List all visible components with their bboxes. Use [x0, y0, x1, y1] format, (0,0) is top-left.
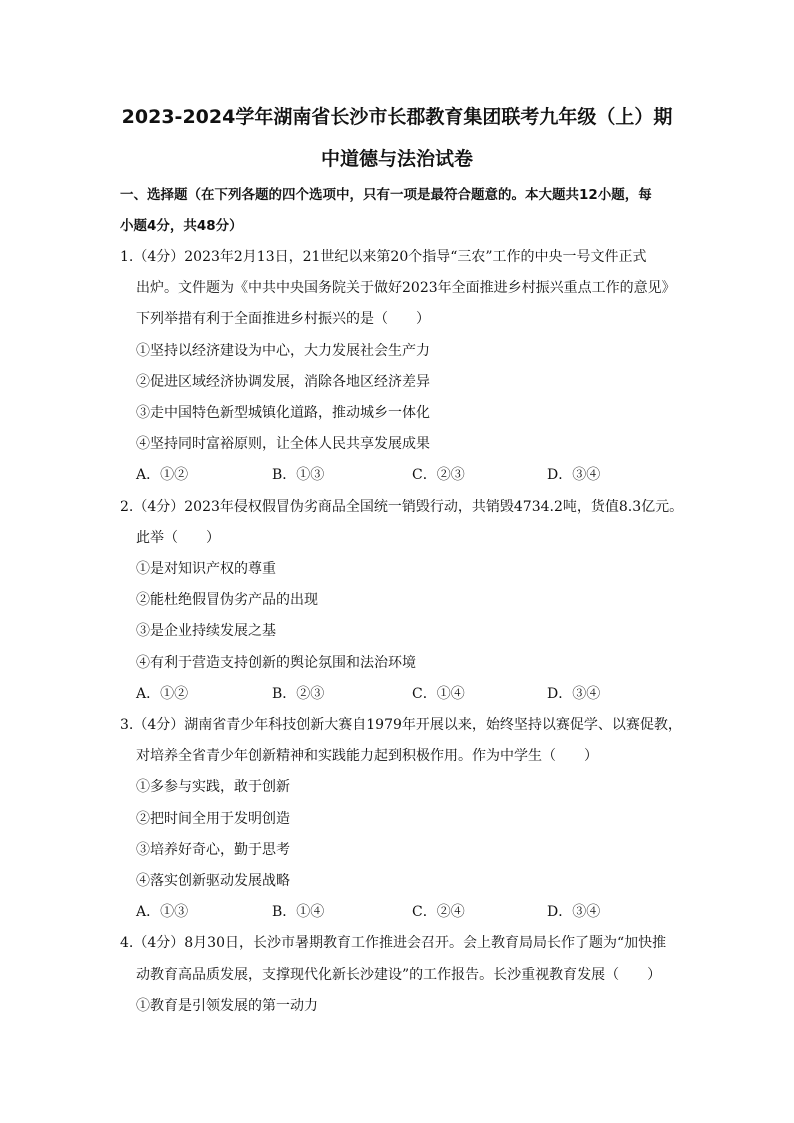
- doc-title-line1: 2023-2024学年湖南省长沙市长郡教育集团联考九年级（上）期: [121, 106, 673, 128]
- question-3-stem: 3.（4分）湖南省青少年科技创新大赛自1979年开展以来，始终坚持以赛促学、以赛促教，: [120, 717, 682, 733]
- question-4-item: ①教育是引领发展的第一动力: [136, 998, 318, 1014]
- option-a[interactable]: A．①②: [136, 686, 189, 702]
- question-1-item: ③走中国特色新型城镇化道路，推动城乡一体化: [136, 405, 430, 421]
- option-a[interactable]: A．①③: [136, 904, 189, 920]
- option-d[interactable]: D．③④: [547, 686, 601, 702]
- option-a[interactable]: A．①②: [136, 467, 189, 483]
- question-2-options: [136, 685, 696, 703]
- question-4-stem: 4.（4分）8月30日，长沙市暑期教育工作推进会召开。会上教育局局长作了题为“加快推: [120, 935, 667, 951]
- question-3-item: ④落实创新驱动发展战略: [136, 873, 290, 889]
- question-1-options: [136, 466, 696, 484]
- question-2-item: ③是企业持续发展之基: [136, 623, 276, 639]
- section-header-cont: 小题4分，共48分）: [120, 218, 243, 234]
- question-2-item: ②能杜绝假冒伪劣产品的出现: [136, 592, 318, 608]
- question-2-stem: 此举（ ）: [136, 530, 220, 546]
- option-c[interactable]: C．①④: [412, 686, 465, 702]
- question-2-item: ④有利于营造支持创新的舆论氛围和法治环境: [136, 655, 416, 671]
- question-1-stem: 1.（4分）2023年2月13日，21世纪以来第20个指导“三农”工作的中央一号文件正式: [120, 249, 647, 265]
- question-3-item: ②把时间全用于发明创造: [136, 811, 290, 827]
- question-3-item: ③培养好奇心，勤于思考: [136, 842, 290, 858]
- question-3-stem: 对培养全省青少年创新精神和实践能力起到积极作用。作为中学生（ ）: [136, 748, 598, 764]
- question-2-item: ①是对知识产权的尊重: [136, 561, 276, 577]
- option-d[interactable]: D．③④: [547, 467, 601, 483]
- doc-title-line2: 中道德与法治试卷: [320, 148, 473, 170]
- question-4-stem: 动教育高品质发展，支撑现代化新长沙建设”的工作报告。长沙重视教育发展（ ）: [136, 967, 662, 983]
- option-c[interactable]: C．②④: [412, 904, 465, 920]
- question-2-stem: 2.（4分）2023年侵权假冒伪劣商品全国统一销毁行动，共销毁4734.2吨，货值8.3亿元。: [120, 499, 684, 515]
- option-c[interactable]: C．②③: [412, 467, 465, 483]
- option-b[interactable]: B．①③: [272, 467, 325, 483]
- section-header: 一、选择题（在下列各题的四个选项中，只有一项是最符合题意的。本大题共12小题，每: [120, 187, 652, 203]
- question-1-item: ②促进区域经济协调发展，消除各地区经济差异: [136, 374, 430, 390]
- question-1-stem: 出炉。文件题为《中共中央国务院关于做好2023年全面推进乡村振兴重点工作的意见》: [136, 280, 676, 296]
- question-3-options: [136, 903, 696, 921]
- question-1-item: ①坚持以经济建设为中心，大力发展社会生产力: [136, 343, 430, 359]
- question-3-item: ①多参与实践，敢于创新: [136, 779, 290, 795]
- option-b[interactable]: B．①④: [272, 904, 325, 920]
- option-d[interactable]: D．③④: [547, 904, 601, 920]
- option-b[interactable]: B．②③: [272, 686, 325, 702]
- question-1-item: ④坚持同时富裕原则，让全体人民共享发展成果: [136, 436, 430, 452]
- question-1-stem: 下列举措有利于全面推进乡村振兴的是（ ）: [136, 311, 430, 327]
